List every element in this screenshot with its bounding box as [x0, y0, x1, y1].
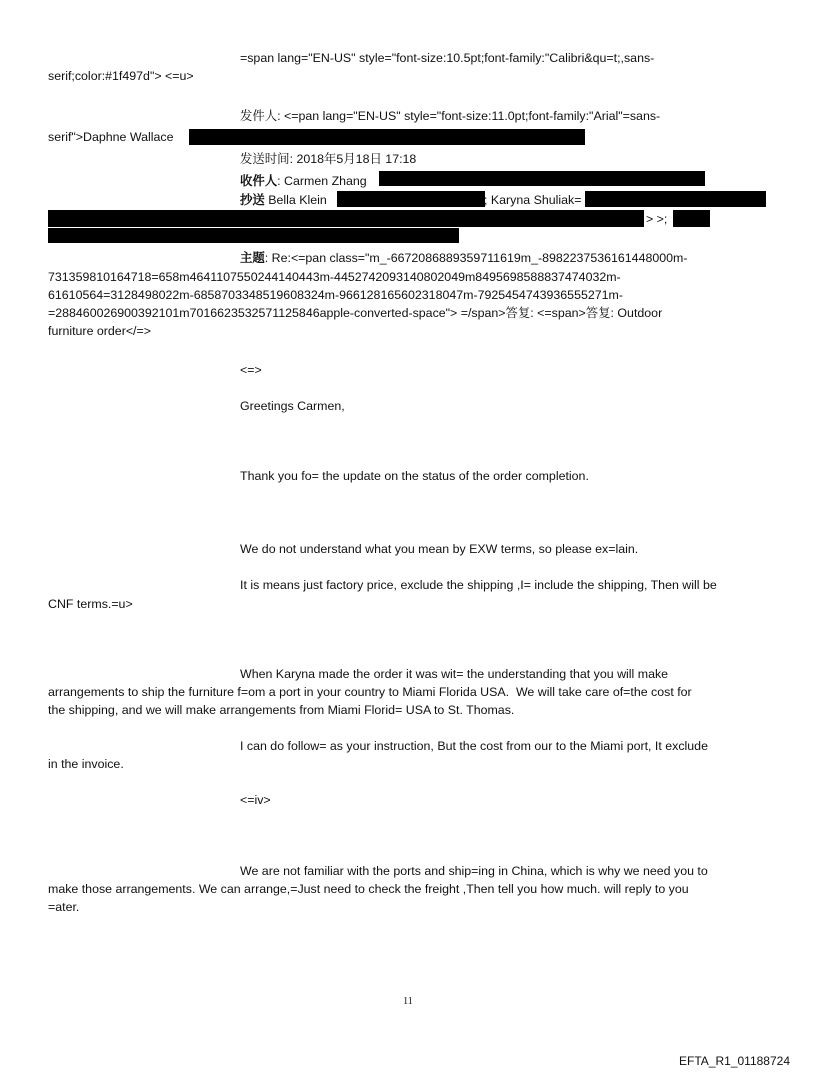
subject-continuation: 61610564=3128498022m-6858703348519608324m-966128165602318047m-7925454743936555271m-: [48, 288, 623, 302]
body-paragraph: When Karyna made the order it was wit= the understanding that you will make: [240, 667, 669, 681]
body-paragraph: =ater.: [48, 900, 80, 914]
redaction-box: [48, 210, 644, 227]
subject-continuation: furniture order</=>: [48, 324, 151, 338]
cc-value: Bella Klein: [264, 193, 327, 207]
from-label: 发件人: [240, 109, 278, 123]
html-fragment-line: =span lang="EN-US" style="font-size:10.5pt;font-family:"Calibri&qu=t;,sans-: [240, 51, 655, 65]
body-paragraph: the shipping, and we will make arrangements from Miami Florid= USA to St. Thomas.: [48, 703, 515, 717]
body-paragraph: It is means just factory price, exclude the shipping ,I= include the shipping, Then will be: [240, 578, 717, 592]
greeting: Greetings Carmen,: [240, 399, 345, 413]
cc-karyna: ; Karyna Shuliak=: [484, 193, 582, 207]
to-line: [240, 172, 367, 190]
redaction-box: [585, 191, 766, 207]
body-paragraph: Thank you fo= the update on the status of the order completion.: [240, 469, 589, 483]
body-paragraph: CNF terms.=u>: [48, 597, 133, 611]
cc-label: 抄送: [240, 193, 265, 207]
to-label: 收件人: [240, 174, 278, 188]
redaction-box: [189, 129, 585, 145]
subject-fragment: : Re:<=pan class="m_-6672086889359711619m_-8982237536161448000m-: [264, 251, 688, 265]
body-paragraph: in the invoice.: [48, 757, 124, 771]
body-tag: <=iv>: [240, 793, 271, 807]
cc-line: [240, 191, 327, 209]
redaction-box: [673, 210, 710, 227]
from-sender: serif">Daphne Wallace: [48, 130, 174, 144]
page-number: 11: [403, 996, 413, 1007]
subject-continuation: 731359810164718=658m4641107550244140443m-4452742093140802049m8495698588837474032m-: [48, 270, 621, 284]
sent-value: : 2018年5月18日 17:18: [289, 152, 417, 166]
subject-continuation: =288460026900392101m7016623532571125846apple-converted-space"> =/span>答复: <=span>答复: Outdoor: [48, 306, 663, 320]
redaction-box: [48, 228, 459, 243]
to-value: : Carmen Zhang: [277, 174, 367, 188]
from-fragment: : <=pan lang="EN-US" style="font-size:11.0pt;font-family:"Arial"=sans-: [277, 109, 661, 123]
body-paragraph: We are not familiar with the ports and ship=ing in China, which is why we need you to: [240, 864, 708, 878]
body-tag: <=>: [240, 363, 262, 377]
sent-line: [240, 150, 416, 168]
body-paragraph: I can do follow= as your instruction, But the cost from our to the Miami port, It exclude: [240, 739, 708, 753]
html-fragment-line: serif;color:#1f497d"> <=u>: [48, 69, 194, 83]
subject-label: 主题: [240, 251, 265, 265]
from-line: [240, 107, 660, 125]
cc-end: > >;: [646, 212, 668, 226]
body-paragraph: make those arrangements. We can arrange,=Just need to check the freight ,Then tell you how much. will reply to you: [48, 882, 689, 896]
redaction-box: [337, 191, 485, 207]
redaction-box: [379, 171, 705, 186]
body-paragraph: arrangements to ship the furniture f=om a port in your country to Miami Florida USA. We will take care of=the cost for: [48, 685, 692, 699]
document-id-footer: EFTA_R1_01188724: [679, 1054, 790, 1068]
sent-label: 发送时间: [240, 152, 290, 166]
subject-line: [240, 249, 687, 267]
body-paragraph: We do not understand what you mean by EXW terms, so please ex=lain.: [240, 542, 639, 556]
